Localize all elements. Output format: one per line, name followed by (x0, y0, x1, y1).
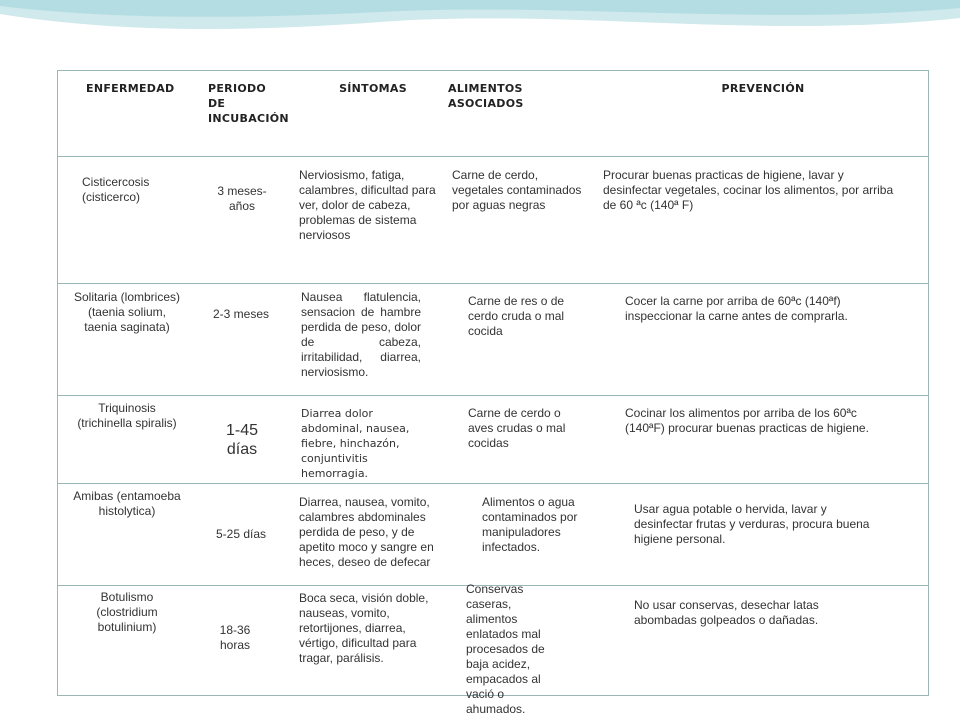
cell-enfermedad: Cisticercosis (cisticerco) (82, 175, 150, 204)
cell-prevencion: No usar conservas, desechar latas abombadas golpeados o dañadas. (634, 598, 819, 627)
cell-sintomas: Boca seca, visión doble, nauseas, vomito, retortijones, diarrea, vértigo, dificultad para tragar, parálisis. (299, 591, 429, 665)
cell-periodo: 5-25 días (215, 527, 267, 541)
row-divider (58, 483, 928, 484)
cell-prevencion: Cocer la carne por arriba de 60ªc (140ªf) inspeccionar la carne antes de comprarla. (625, 294, 848, 323)
cell-alimentos: Conservas caseras, alimentos enlatados mal procesados de baja acidez, empacados al vació o ahumados. (466, 582, 545, 716)
cell-enfermedad: Botulismo (clostridium botulinium) (96, 590, 158, 634)
cell-enfermedad: Solitaria (lombrices) (taenia solium, taenia saginata) (73, 290, 181, 334)
disease-table (57, 70, 929, 716)
cell-prevencion: Procurar buenas practicas de higiene, lavar y desinfectar vegetales, cocinar los alimentos, por arriba de 60 ªc (140ª F) (603, 168, 894, 212)
cell-sintomas: Nausea flatulencia, sensacion de hambre perdida de peso, dolor de cabeza, irritabilidad, diarrea, nerviosismo. (301, 290, 421, 379)
cell-periodo: 3 meses- años (217, 184, 267, 213)
row-divider (58, 283, 928, 284)
header-prevencion: PREVENCIÓN (721, 82, 805, 95)
cell-periodo: 2-3 meses (212, 307, 270, 321)
row-divider (58, 395, 928, 396)
cell-sintomas: Diarrea dolor abdominal, nausea, fiebre, hinchazón, conjuntivitis hemorragia. (301, 407, 410, 480)
header-sintomas: SÍNTOMAS (339, 82, 407, 95)
cell-alimentos: Alimentos o agua contaminados por manipuladores infectados. (482, 495, 578, 554)
cell-sintomas: Diarrea, nausea, vomito, calambres abdominales perdida de peso, y de apetito moco y sangre en heces, deseo de defecar (299, 495, 434, 569)
cell-prevencion: Usar agua potable o hervida, lavar y desinfectar frutas y verduras, procura buena higiene personal. (634, 502, 870, 546)
cell-periodo: 18-36 horas (219, 623, 251, 652)
cell-alimentos: Carne de cerdo, vegetales contaminados por aguas negras (452, 168, 582, 212)
row-divider (58, 156, 928, 157)
cell-periodo: 1-45 días (225, 422, 259, 458)
cell-alimentos: Carne de cerdo o aves crudas o mal cocidas (468, 406, 566, 450)
cell-prevencion: Cocinar los alimentos por arriba de los 60ªc (140ªF) procurar buenas practicas de higiene. (625, 406, 869, 435)
header-alimentos: ALIMENTOS ASOCIADOS (448, 82, 524, 110)
cell-enfermedad: Amibas (entamoeba histolytica) (73, 489, 181, 518)
cell-enfermedad: Triquinosis (trichinella spiralis) (77, 401, 177, 430)
decorative-wave (0, 0, 960, 60)
header-enfermedad: ENFERMEDAD (86, 82, 175, 95)
cell-alimentos: Carne de res o de cerdo cruda o mal cocida (468, 294, 565, 338)
header-periodo: PERIODO DE INCUBACIÓN (208, 82, 289, 125)
cell-sintomas: Nerviosismo, fatiga, calambres, dificultad para ver, dolor de cabeza, problemas de sistema nerviosos (299, 168, 436, 242)
